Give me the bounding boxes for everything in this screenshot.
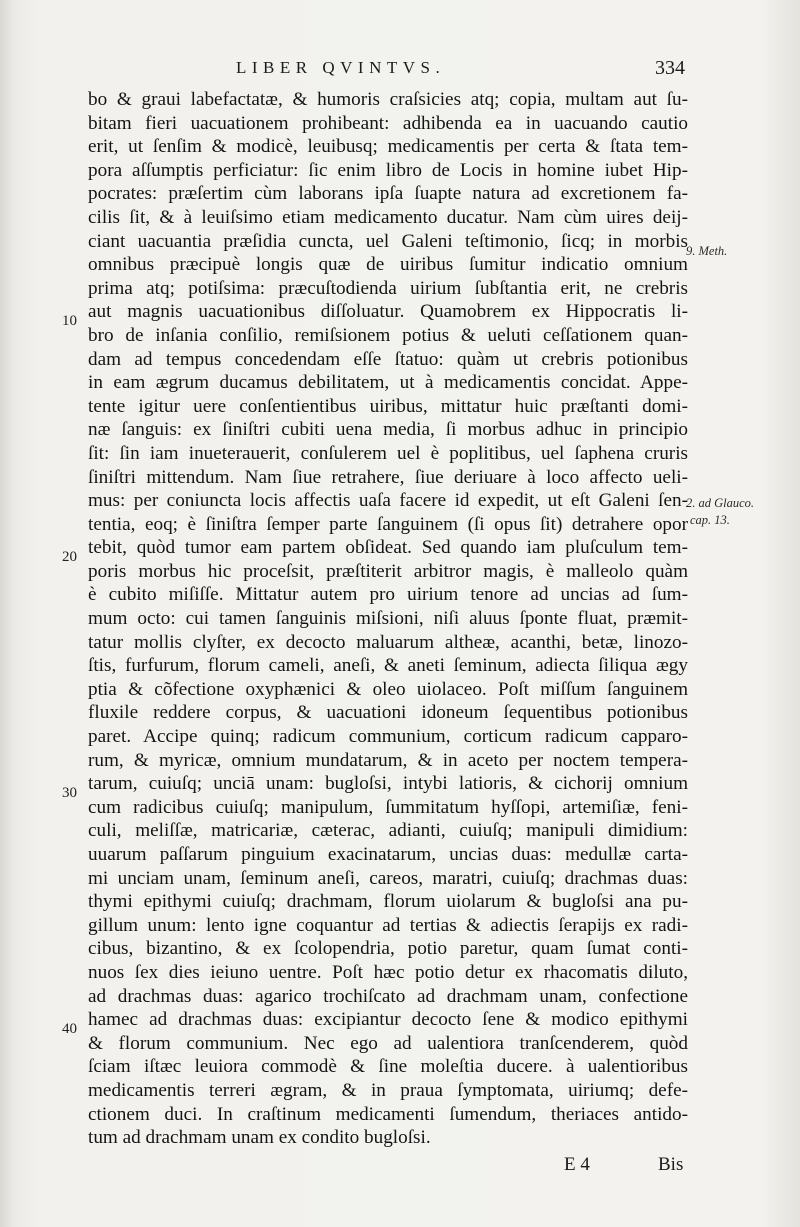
page-footer xyxy=(0,1150,800,1180)
text-line: è cubito miſiſſe. Mittatur autem pro uirium tenore ad uncias ad ſum- xyxy=(88,584,688,606)
text-line: fluxile reddere corpus, & uacuationi idoneum ſequentibus potionibus xyxy=(88,702,688,724)
text-line: cibus, bizantino, & ex ſcolopendria, potio paretur, quam ſumat conti- xyxy=(88,938,688,960)
body-text xyxy=(88,88,688,1150)
text-line: tebit, quòd tumor eam partem obſideat. Sed quando iam pluſculum tem- xyxy=(88,537,688,559)
text-line: tum ad drachmam unam ex condito bugloſsi. xyxy=(88,1127,431,1149)
line-number: 40 xyxy=(62,1021,77,1037)
text-line: nuos ſex dies ieiuno uentre. Poſt hæc potio detur ex rhacomatis diluto, xyxy=(88,961,688,983)
line-number: 10 xyxy=(62,313,77,329)
text-line: tarum, cuiuſq; unciā unam: bugloſsi, intybi latioris, & cichorij omnium xyxy=(88,773,688,795)
page-number: 334 xyxy=(655,57,685,79)
text-line: ad drachmas duas: agarico trochiſcato ad drachmam unam, confectione xyxy=(88,985,688,1007)
text-line: hamec ad drachmas duas: excipiantur decocto ſene & modico epithymi xyxy=(88,1009,688,1031)
text-line: uuarum paſſarum pinguium exacinatarum, uncias duas: medullæ carta- xyxy=(88,844,688,865)
text-line: tatur mollis clyſter, ex decocto maluarum altheæ, acanthi, betæ, linozo- xyxy=(88,631,688,653)
text-line: prima atq; potiſsima: præcuſtodienda uirium ſubſtantia erit, ne crebris xyxy=(88,277,688,299)
text-line: mus: per coniuncta locis affectis uaſa facere id expedit, ut eſt Galeni ſen- xyxy=(88,490,688,512)
text-line: mum octo: cui tamen ſanguinis miſsioni, niſi aluus ſponte fluat, præmit- xyxy=(88,608,688,630)
text-line: ſiniſtri mittendum. Nam ſiue retrahere, ſiue deriuare à loco affecto ueli- xyxy=(88,466,688,488)
text-line: ptia & cõfectione oxyphænici & oleo uiolaceo. Poſt miſſum ſanguinem xyxy=(88,678,688,700)
text-line: gillum unum: lento igne coquantur ad tertias & adiectis ſerapijs ex radi- xyxy=(88,914,688,936)
text-line: erit, ut ſenſim & modicè, leuibusq; medicamentis per certa & ſtata tem- xyxy=(88,136,688,158)
text-line: ctionem duci. In craſtinum medicamenti ſumendum, theriaces antido- xyxy=(88,1103,688,1125)
line-number: 20 xyxy=(62,549,77,565)
signature-mark: E 4 xyxy=(564,1154,590,1175)
text-line: ciant uacuantia præſidia cuncta, uel Galeni teſtimonio, ſicq; in morbis xyxy=(88,230,688,252)
text-line: rum, & myricæ, omnium mundatarum, & in aceto per noctem tempera- xyxy=(88,749,688,771)
text-line: in eam ægrum ducamus debilitatem, ut à medicamentis concidat. Appe- xyxy=(88,372,688,394)
text-line: & florum communium. Nec ego ad ualentiora tranſcenderem, quòd xyxy=(88,1032,688,1054)
text-line: bro de inſania conſilio, remiſsionem potius & ueluti ceſſationem quan- xyxy=(88,324,688,346)
text-line: ſit: ſin iam inueterauerit, conſulerem uel è poplitibus, uel ſaphena cruris xyxy=(88,442,688,464)
text-line: næ ſanguis: ex ſiniſtri cubiti uena media, ſi morbus adhuc in principio xyxy=(88,419,688,441)
line-number: 30 xyxy=(62,785,77,801)
text-line: bitam fieri uacuationem prohibeant: adhibenda ea in uacuando cautio xyxy=(88,112,688,134)
text-line: tentia, eoq; è ſiniſtra ſemper parte ſanguinem (ſi opus ſit) detrahere opor xyxy=(88,513,688,535)
running-title: LIBER QVINTVS. xyxy=(236,58,446,77)
text-line: tente igitur uere conſentientibus uiribus, mittatur huic præſtanti domi- xyxy=(88,395,688,417)
text-line: omnibus præcipuè longis quæ de uiribus ſumitur indicatio omnium xyxy=(88,254,688,276)
text-line: thymi epithymi cuiuſq; drachmam, florum uiolarum & bugloſsi ana pu- xyxy=(88,891,688,913)
text-line: ſtis, furfurum, florum cameli, aneſi, & aneti ſeminum, adiecta ſiliqua ægy xyxy=(88,655,688,677)
margin-note: 2. ad Glauco. xyxy=(686,496,755,510)
text-line: cum radicibus cuiuſq; manipulum, ſummitatum hyſſopi, artemiſiæ, feni- xyxy=(88,796,688,818)
text-line: cilis ſit, & à leuiſsimo etiam medicamento ducatur. Nam cùm uires deij- xyxy=(88,206,688,228)
text-line: ſciam iſtæc leuiora commodè & ſine moleſtia ducere. à ualentioribus xyxy=(88,1056,688,1078)
text-line: poris morbus hic proceſsit, præſtiterit arbitror magis, è malleolo quàm xyxy=(88,560,688,582)
text-line: bo & graui labefactatæ, & humoris craſsicies atq; copia, multam aut ſu- xyxy=(88,89,688,110)
text-line: mi unciam unam, ſeminum aneſi, careos, maratri, cuiuſq; drachmas duas: xyxy=(88,867,688,889)
text-line: pora aſſumptis perficiatur: ſic enim libro de Locis in homine iubet Hip- xyxy=(88,159,688,181)
margin-note: 9. Meth. xyxy=(686,244,728,258)
text-line: pocrates: præſertim cùm laborans ipſa ſuapte natura ad excretionem fa- xyxy=(88,183,688,205)
catchword: Bis xyxy=(658,1154,684,1175)
text-line: aut magnis uacuationibus diſſoluatur. Quamobrem ex Hippocratis li- xyxy=(88,301,688,323)
text-line: paret. Accipe quinq; radicum communium, corticum radicum capparo- xyxy=(88,726,688,748)
margin-note: cap. 13. xyxy=(690,513,730,527)
text-line: medicamentis terreri ægram, & in praua ſymptomata, uiriumq; defe- xyxy=(88,1079,688,1101)
page-header xyxy=(0,58,800,88)
text-line: dam ad tempus concedendam eſſe ſtatuo: quàm ut crebris potionibus xyxy=(88,348,688,370)
text-line: culi, meliſſæ, matricariæ, cæterac, adianti, cuiuſq; manipuli dimidium: xyxy=(88,820,688,842)
